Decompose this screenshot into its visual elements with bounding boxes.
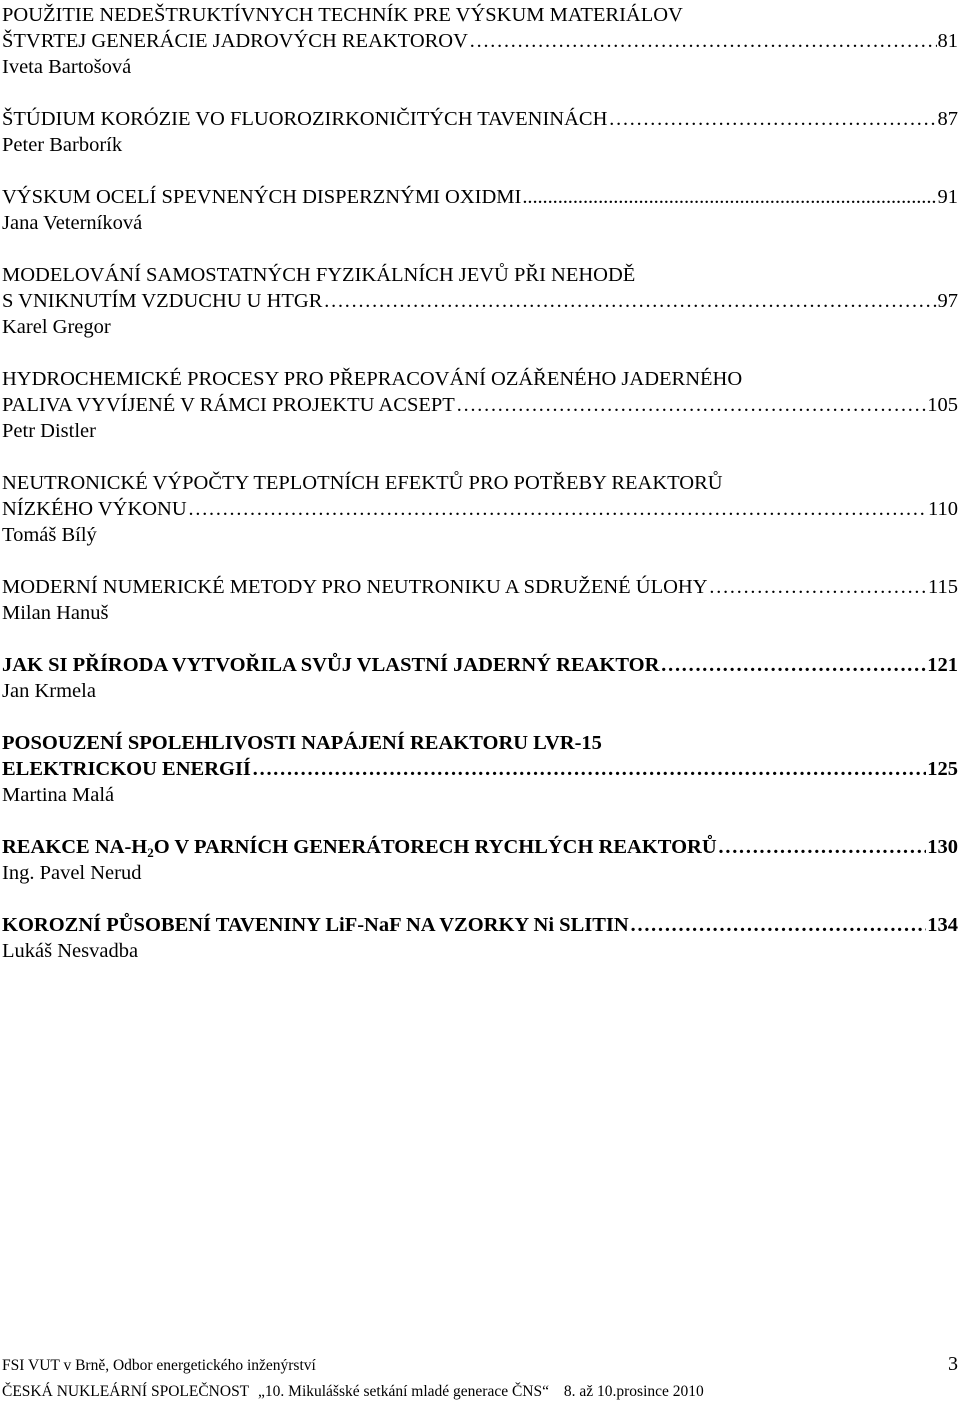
page-number: 115 — [928, 576, 958, 598]
toc-entry[interactable] — [2, 262, 958, 340]
entry-title-line: POUŽITIE NEDEŠTRUKTÍVNYCH TECHNÍK PRE VÝSKUM MATERIÁLOV — [2, 4, 683, 26]
toc-entry[interactable] — [2, 574, 958, 626]
toc-entry[interactable] — [2, 730, 958, 808]
entry-title-line: POSOUZENÍ SPOLEHLIVOSTI NAPÁJENÍ REAKTORU LVR-15 — [2, 732, 602, 754]
toc-entry[interactable] — [2, 912, 958, 964]
entry-author: Milan Hanuš — [2, 602, 109, 624]
toc-entry[interactable] — [2, 652, 958, 704]
page-number: 105 — [927, 394, 958, 416]
dot-leader — [323, 288, 936, 314]
entry-title-line: HYDROCHEMICKÉ PROCESY PRO PŘEPRACOVÁNÍ OZÁŘENÉHO JADERNÉHO — [2, 368, 743, 390]
dot-leader — [630, 912, 927, 938]
entry-title-line: MODELOVÁNÍ SAMOSTATNÝCH FYZIKÁLNÍCH JEVŮ PŘI NEHODĚ — [2, 264, 636, 286]
entry-title-line: MODERNÍ NUMERICKÉ METODY PRO NEUTRONIKU A SDRUŽENÉ ÚLOHY — [2, 576, 708, 598]
entry-author: Martina Malá — [2, 784, 115, 806]
entry-title-line: ELEKTRICKOU ENERGIÍ — [2, 758, 251, 780]
entry-title-line: PALIVA VYVÍJENÉ V RÁMCI PROJEKTU ACSEPT — [2, 394, 455, 416]
entry-author: Jana Veterníková — [2, 212, 143, 234]
page-number: 134 — [927, 914, 958, 936]
toc-entry[interactable] — [2, 470, 958, 548]
entry-author: Petr Distler — [2, 420, 96, 442]
entry-author: Peter Barborík — [2, 134, 123, 156]
page-number: 121 — [927, 654, 958, 676]
toc-entry[interactable] — [2, 2, 958, 80]
entry-title-line: KOROZNÍ PŮSOBENÍ TAVENINY LiF-NaF NA VZORKY Ni SLITIN — [2, 914, 629, 936]
dot-leader — [252, 756, 926, 782]
page-number: 81 — [937, 30, 958, 52]
dot-leader — [522, 184, 936, 210]
footer-page-number: 3 — [948, 1353, 958, 1375]
page-number: 87 — [937, 108, 958, 130]
entry-title-line: ŠTVRTEJ GENERÁCIE JADROVÝCH REAKTOROV — [2, 30, 468, 52]
entry-author: Karel Gregor — [2, 316, 111, 338]
toc-entry[interactable] — [2, 834, 958, 886]
footer-institution: FSI VUT v Brně, Odbor energetického inženýrství — [2, 1357, 316, 1374]
entry-author: Tomáš Bílý — [2, 524, 97, 546]
footer-society: ČESKÁ NUKLEÁRNÍ SPOLEČNOST — [2, 1383, 250, 1400]
page-number: 91 — [937, 186, 958, 208]
toc-entry[interactable] — [2, 184, 958, 236]
dot-leader — [709, 574, 927, 600]
page-footer — [2, 1344, 958, 1402]
entry-author: Lukáš Nesvadba — [2, 940, 139, 962]
dot-leader — [608, 106, 936, 132]
entry-title-line: S VNIKNUTÍM VZDUCHU U HTGR — [2, 290, 323, 312]
entry-author: Iveta Bartošová — [2, 56, 132, 78]
entry-title-line: NEUTRONICKÉ VÝPOČTY TEPLOTNÍCH EFEKTŮ PRO POTŘEBY REAKTORŮ — [2, 472, 723, 494]
page-number: 110 — [928, 498, 958, 520]
dot-leader — [718, 834, 927, 860]
table-of-contents — [2, 2, 958, 990]
toc-entry[interactable] — [2, 366, 958, 444]
entry-title-line: JAK SI PŘÍRODA VYTVOŘILA SVŮJ VLASTNÍ JADERNÝ REAKTOR — [2, 654, 660, 676]
page-number: 125 — [927, 758, 958, 780]
footer-dates: 8. až 10.prosince 2010 — [563, 1383, 704, 1400]
entry-title-line: VÝSKUM OCELÍ SPEVNENÝCH DISPERZNÝMI OXIDMI — [2, 186, 522, 208]
footer-event: „10. Mikulášské setkání mladé generace ČNS“ — [258, 1383, 549, 1400]
dot-leader — [456, 392, 926, 418]
page-number: 97 — [937, 290, 958, 312]
page-number: 130 — [927, 836, 958, 858]
dot-leader — [469, 28, 937, 54]
entry-title-line: NÍZKÉHO VÝKONU — [2, 498, 187, 520]
entry-title-line: ŠTÚDIUM KORÓZIE VO FLUOROZIRKONIČITÝCH TAVENINÁCH — [2, 108, 608, 130]
dot-leader — [660, 652, 926, 678]
dot-leader — [188, 496, 927, 522]
entry-author: Jan Krmela — [2, 680, 96, 702]
toc-entry[interactable] — [2, 106, 958, 158]
entry-author: Ing. Pavel Nerud — [2, 862, 142, 884]
entry-title-line: REAKCE $NA-H_2O$ V PARNÍCH GENERÁTORECH RYCHLÝCH REAKTORŮ — [2, 836, 717, 860]
